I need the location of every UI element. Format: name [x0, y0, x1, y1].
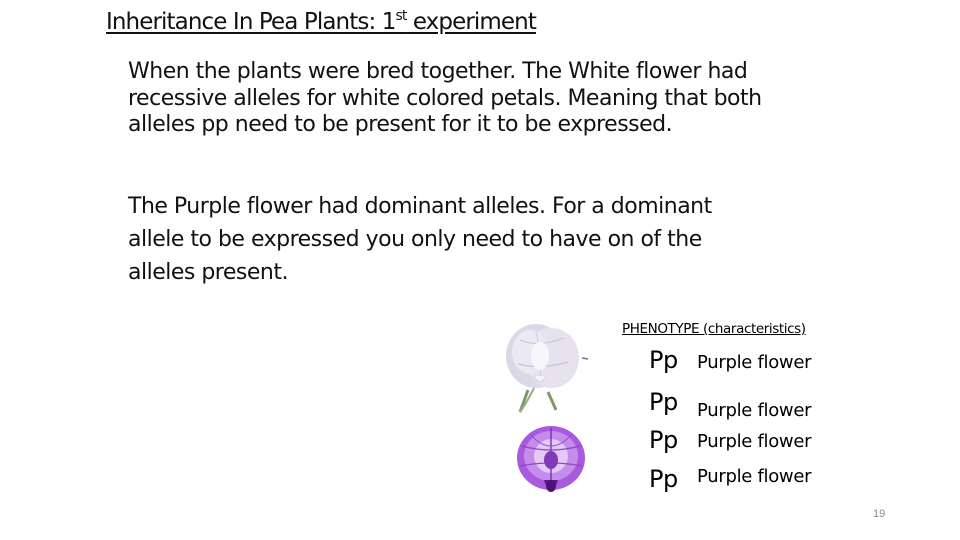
phenotype-label: Purple flower	[697, 431, 812, 452]
title-superscript: st	[395, 8, 407, 24]
paragraph-line: recessive alleles for white colored petals. Meaning that both	[128, 85, 762, 111]
genotype-label: Pp	[649, 465, 678, 493]
paragraph-line: When the plants were bred together. The White flower had	[128, 59, 748, 84]
white-flower-image	[490, 312, 595, 417]
genotype-label: Pp	[649, 388, 678, 416]
genotype-label: Pp	[649, 346, 678, 374]
phenotype-label: Purple flower	[697, 400, 812, 421]
paragraph-dominant	[128, 190, 712, 289]
paragraph-line: alleles present.	[128, 260, 288, 285]
phenotype-header: PHENOTYPE (characteristics)	[622, 321, 806, 337]
purple-flower-image	[508, 420, 598, 505]
slide-number: 19	[873, 508, 886, 520]
paragraph-recessive	[128, 59, 762, 139]
genotype-label: Pp	[649, 426, 678, 454]
title-end: experiment	[406, 9, 536, 35]
paragraph-line: allele to be expressed you only need to have on of the	[128, 227, 702, 252]
phenotype-label: Purple flower	[697, 466, 812, 487]
phenotype-label: Purple flower	[697, 352, 812, 373]
slide-title	[106, 8, 536, 35]
paragraph-line: The Purple flower had dominant alleles. For a dominant	[128, 194, 712, 219]
title-main: Inheritance In Pea Plants: 1	[106, 9, 396, 35]
paragraph-line: alleles pp need to be present for it to be expressed.	[128, 112, 673, 137]
